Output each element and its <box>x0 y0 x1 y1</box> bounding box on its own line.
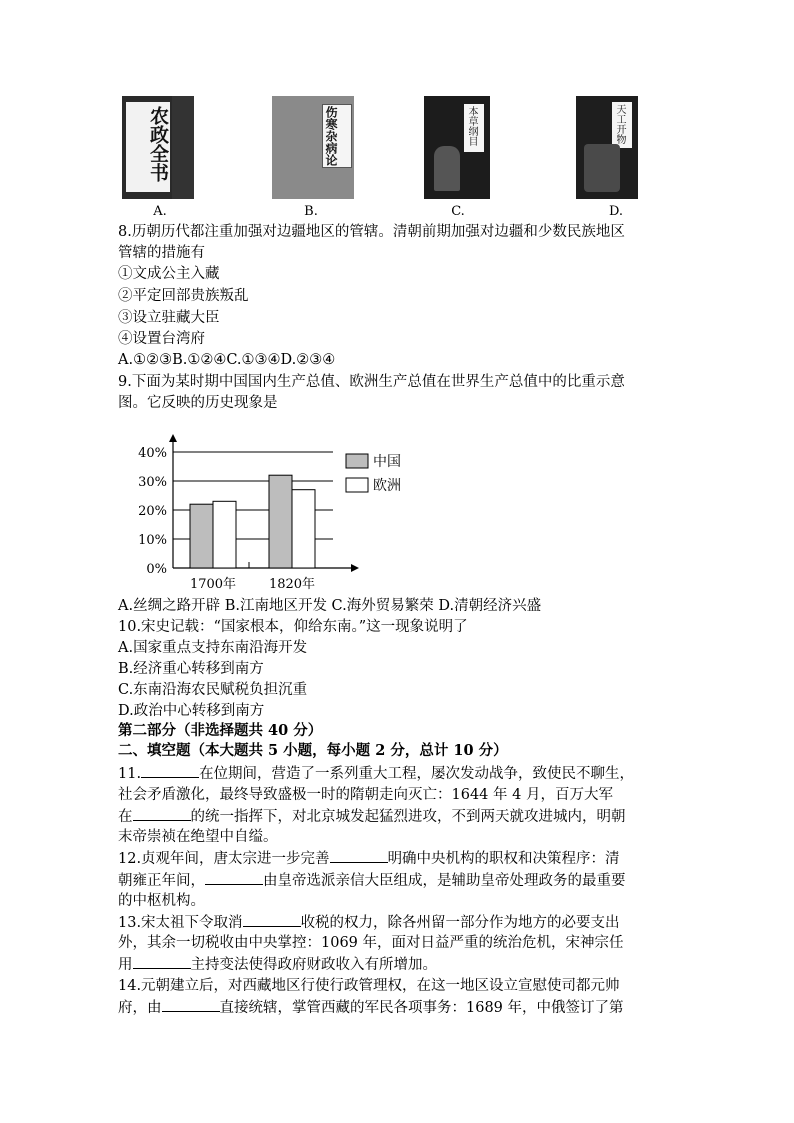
book-cover-c <box>424 96 490 199</box>
q14-text: 府，由 <box>118 1000 162 1016</box>
y-tick-label: 20% <box>138 504 167 519</box>
q12-line1 <box>118 848 620 869</box>
book-title-a: 农政全书 <box>147 106 169 182</box>
book-cover-a <box>122 96 194 199</box>
book-cover-d <box>576 96 638 199</box>
q9-stem-line1: 9.下面为某时期中国国内生产总值、欧洲生产总值在世界生产总值中的比重示意 <box>118 374 625 390</box>
q10-stem: 10.宋史记载：“国家根本，仰给东南。”这一现象说明了 <box>118 619 468 635</box>
q12-text: 12.贞观年间，唐太宗进一步完善 <box>118 851 330 867</box>
q8-stem-line2: 管辖的措施有 <box>118 245 205 261</box>
q11-text: 的统一指挥下，对北京城发起猛烈进攻，不到两天就攻进城内，明朝 <box>190 809 626 825</box>
x-tick-label: 1700年 <box>189 577 237 592</box>
answer-blank[interactable] <box>141 763 199 778</box>
q13-line1 <box>118 912 620 933</box>
q12-text: 由皇帝选派亲信大臣组成，是辅助皇帝处理政务的最重要 <box>263 873 626 889</box>
q10-option-a: A.国家重点支持东南沿海开发 <box>118 640 308 656</box>
q9-choices: A.丝绸之路开辟 B.江南地区开发 C.海外贸易繁荣 D.清朝经济兴盛 <box>118 598 542 614</box>
bar-欧洲-1 <box>292 490 315 568</box>
book-label-a: A. <box>153 204 167 219</box>
gdp-share-chart <box>118 428 418 598</box>
y-axis-arrow <box>169 434 177 442</box>
y-tick-label: 10% <box>138 533 167 548</box>
y-tick-label: 0% <box>146 562 167 577</box>
q11-number: 11. <box>118 766 142 782</box>
legend-swatch <box>346 454 368 468</box>
q12-line2 <box>118 870 626 891</box>
q10-option-b: B.经济重心转移到南方 <box>118 661 264 677</box>
bar-中国-0 <box>190 504 213 568</box>
q8-stem-line1: 8.历朝历代都注重加强对边疆地区的管辖。清朝前期加强对边疆和少数民族地区 <box>118 224 625 240</box>
q8-option-2: ②平定回部贵族叛乱 <box>118 288 249 304</box>
answer-blank[interactable] <box>205 870 263 885</box>
answer-blank[interactable] <box>330 848 388 863</box>
bar-欧洲-0 <box>213 501 236 568</box>
q11-text: 在 <box>118 809 133 825</box>
q9-stem-line2: 图。它反映的历史现象是 <box>118 395 278 411</box>
q8-option-3: ③设立驻藏大臣 <box>118 310 220 326</box>
q13-text: 用 <box>118 957 133 973</box>
part2-heading: 第二部分（非选择题共 40 分） <box>118 722 323 739</box>
q12-text: 明确中央机构的职权和决策程序：清 <box>387 851 620 867</box>
q13-text: 主持变法使得政府财政收入有所增加。 <box>190 957 437 973</box>
book-label-b: B. <box>304 204 318 219</box>
book-label-c: C. <box>451 204 465 219</box>
q11-line3 <box>118 806 626 827</box>
book-title-b: 伤寒杂病论 <box>324 106 338 166</box>
q11-text: 在位期间，营造了一系列重大工程，屡次发动战争，致使民不聊生， <box>199 766 635 782</box>
q13-text: 13.宋太祖下令取消 <box>118 915 243 931</box>
q13-text: 收税的权力，除各州留一部分作为地方的必要支出 <box>300 915 620 931</box>
q13-line3 <box>118 954 437 975</box>
y-tick-label: 30% <box>138 475 167 490</box>
book-title-d: 天工开物 <box>614 104 625 144</box>
q8-option-1: ①文成公主入藏 <box>118 266 220 282</box>
book-title-c: 本草纲目 <box>466 106 477 146</box>
legend-label: 中国 <box>373 454 401 470</box>
x-axis-arrow <box>351 564 359 572</box>
q10-option-c: C.东南沿海农民赋税负担沉重 <box>118 682 308 698</box>
q8-option-4: ④设置台湾府 <box>118 331 205 347</box>
q8-choices: A.①②③B.①②④C.①③④D.②③④ <box>118 352 336 368</box>
legend-label: 欧洲 <box>373 478 401 494</box>
section2-heading: 二、填空题（本大题共 5 小题，每小题 2 分，总计 10 分） <box>118 742 508 759</box>
answer-blank[interactable] <box>162 997 220 1012</box>
q11-line2: 社会矛盾激化，最终导致盛极一时的隋朝走向灭亡：1644 年 4 月，百万大军 <box>118 787 613 803</box>
q12-line3: 的中枢机构。 <box>118 893 205 909</box>
q14-line2 <box>118 997 624 1018</box>
y-tick-label: 40% <box>138 446 167 461</box>
q10-option-d: D.政治中心转移到南方 <box>118 703 265 719</box>
book-label-d: D. <box>608 204 624 219</box>
q14-line1: 14.元朝建立后，对西藏地区行使行政管理权，在这一地区设立宣慰使司都元帅 <box>118 978 620 994</box>
q12-text: 朝雍正年间， <box>118 873 205 889</box>
legend-swatch <box>346 478 368 492</box>
q11-line1 <box>118 763 634 784</box>
q13-line2: 外，其余一切税收由中央掌控：1069 年，面对日益严重的统治危机，宋神宗任 <box>118 935 624 951</box>
answer-blank[interactable] <box>133 954 191 969</box>
x-tick-label: 1820年 <box>268 577 316 592</box>
q14-text: 直接统辖，掌管西藏的军民各项事务：1689 年，中俄签订了第 <box>219 1000 624 1016</box>
q11-line4: 末帝崇祯在绝望中自缢。 <box>118 829 278 845</box>
answer-blank[interactable] <box>133 806 191 821</box>
book-cover-b <box>272 96 354 199</box>
answer-blank[interactable] <box>243 912 301 927</box>
bar-中国-1 <box>269 475 292 568</box>
